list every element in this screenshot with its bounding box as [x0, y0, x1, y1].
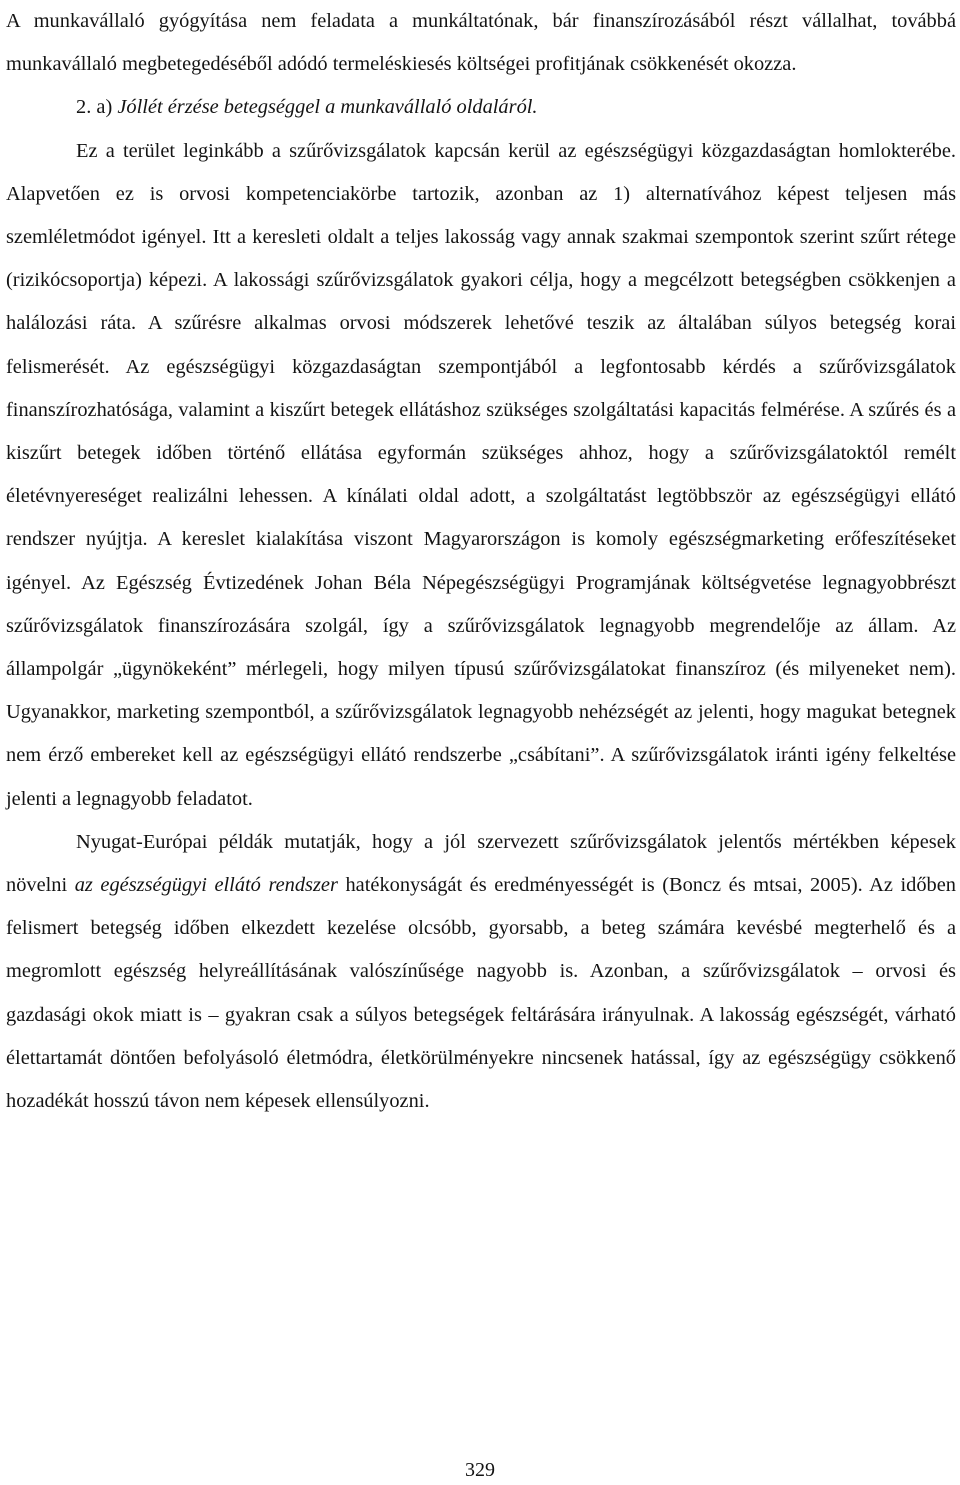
section-heading — [6, 86, 956, 129]
paragraph-last — [6, 821, 956, 1123]
paragraph-last-italic: az egészségügyi ellátó rendszer — [74, 874, 338, 897]
paragraph-main: Ez a terület leginkább a szűrővizsgálatok kapcsán kerül az egészségügyi közgazdaságtan homlokterébe. Alapvetően ez is orvosi kompetenciakörbe tartozik, azonban az 1) alternatívához képest teljesen más szemléletmódot igényel. Itt a keresleti oldalt a teljes lakosság vagy annak szakmai szempontok szerint szűrt rétege (rizikócsoportja) képezi. A lakossági szűrővizsgálatok gyakori célja, hogy a megcélzott betegségben csökkenjen a halálozási ráta. A szűrésre alkalmas orvosi módszerek lehetővé teszik az általában súlyos betegség korai felismerését. Az egészségügyi közgazdaságtan szempontjából a legfontosabb kérdés a szűrővizsgálatok finanszírozhatósága, valamint a kiszűrt betegek ellátáshoz szükséges szolgáltatási kapacitás felmérése. A szűrés és a kiszűrt betegek időben történő ellátása egyformán szükséges ahhoz, hogy a szűrővizsgálatoktól remélt életévnyereséget realizálni lehessen. A kínálati oldal adott, a szolgáltatást legtöbbször az egészségügyi ellátó rendszer nyújtja. A kereslet kialakítása viszont Magyarországon is komoly egészségmarketing erőfeszítéseket igényel. Az Egészség Évtizedének Johan Béla Népegészségügyi Programjának költségvetése legnagyobbrészt szűrővizsgálatok finanszírozására szolgál, így a szűrővizsgálatok legnagyobb megrendelője az állam. Az állampolgár „ügynökeként” mérlegeli, hogy milyen típusú szűrővizsgálatokat finanszíroz (és milyeneket nem). Ugyanakkor, marketing szempontból, a szűrővizsgálatok legnagyobb nehézségét az jelenti, hogy magukat betegnek nem érző embereket kell az egészségügyi ellátó rendszerbe „csábítani”. A szűrővizsgálatok iránti igény felkeltése jelenti a legnagyobb feladatot. — [6, 139, 956, 810]
page-number: 329 — [465, 1459, 495, 1481]
paragraph-last-part-2: hatékonyságát és eredményességét is (Boncz és mtsai, 2005). Az időben felismert betegség időben elkezdett kezelése olcsóbb, gyorsabb, a beteg számára kevésbé megterhelő és a megromlott egészség helyreállításának valószínűsége nagyobb is. Azonban, a szűrővizsgálatok – orvosi és gazdasági okok miatt is – gyakran csak a súlyos betegségek feltárására irányulnak. A lakosság egészségét, várható élettartamát döntően befolyásoló életmódra, életkörülményekre nincsenek hatással, így az egészségügy csökkenő hozadékát hosszú távon nem képesek ellensúlyozni. — [6, 874, 956, 1113]
paragraph-last-part-1: Nyugat-Európai példák mutatják, hogy a jól szervezett szűrővizsgálatok jelentős mértékben képesek növelni — [6, 830, 956, 897]
section-number: 2. a) — [76, 96, 113, 119]
paragraph-intro: A munkavállaló gyógyítása nem feladata a munkáltatónak, bár finanszírozásából részt vállalhat, továbbá munkavállaló megbetegedéséből adódó termeléskiesés költségei profitjának csökkenését okozza. — [6, 10, 956, 76]
document-page — [6, 0, 956, 1123]
section-title: Jóllét érzése betegséggel a munkavállaló oldaláról. — [117, 96, 538, 119]
